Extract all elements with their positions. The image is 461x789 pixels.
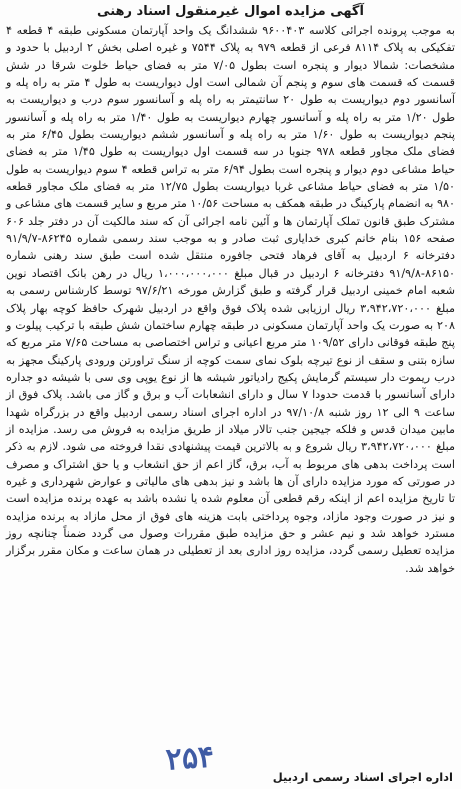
notice-title: آگهی مزایده اموال غیرمنقول اسناد رهنی — [97, 4, 364, 19]
notice-body-text: به موجب پرونده اجرائی کلاسه ۹۶۰۰۴۰۳ ششدانگ یک واحد آپارتمان مسکونی طبقه ۴ قطعه ۴ تفکیکی به پلاک ۸۱۱۴ فرعی از قطعه ۹۷۹ به پلاک ۷۵۴۴ و غیره اصلی بخش ۲ اردبیل با حدود و مشخصات: شمالا دیوار و پنجره است بطول ۷/۰۵ متر به فضای حیاط خلوت شرقا در شش قسمت که قسمت های سوم و پنجم آن شمالی است اول دیواریست به طول ۴ متر به راه پله و آسانسور دوم دیواریست به طول ۲۰ سانتیمتر به راه پله و آسانسور سوم درب و دیواریست به طول ۱/۲۰ متر به راه پله و آسانسور چهارم دیواریست به طول ۱/۴۰ متر به راه پله و آسانسور پنجم دیواریست به طول ۱/۶۰ متر به راه پله و آسانسور ششم دیواریست بطول ۶/۴۵ متر به فضای ملک مجاور قطعه ۹۷۸ جنوبا در سه قسمت اول دیواریست به طول ۱/۴۵ متر به فضای حیاط مشاعی دوم دیوار و پنجره است بطول ۶/۹۴ متر به تراس قطعه ۴ سوم دیواریست به طول ۱/۵۰ متر به فضای حیاط مشاعی غربا دیواریست بطول ۱۲/۷۵ متر به فضای ملک مجاور قطعه ۹۸۰ به انضمام پارکینگ در طبقه همکف به مساحت ۱۰/۵۶ متر مربع و سایر قسمت های مشاعی و مشترک طبق قانون تملک آپارتمان ها و آئین نامه اجرائی آن که سند مالکیت آن در دفتر جلد ۶۰۶ صفحه ۱۵۶ بنام خانم کبری خدایاری ثبت صادر و به موجب سند رسمی شماره ۸۶۲۴۵-۹۱/۹/۷ دفترخانه ۶ اردبیل به آقای فرهاد فتحی جافوره منتقل شده است طبق سند رهنی شماره ۸۶۱۵۰-۹۱/۹/۸ دفترخانه ۶ اردبیل در قبال مبلغ ۱،۰۰۰،۰۰۰،۰۰۰ ریال در رهن بانک اقتصاد نوین شعبه امام خمینی اردبیل قرار گرفته و طبق گزارش مورخه ۹۷/۶/۲۱ توسط کارشناس رسمی به مبلغ ۳،۹۴۲،۷۲۰،۰۰۰ ریال ارزیابی شده پلاک فوق واقع در اردبیل شهرک حافظ کوچه بهار پلاک ۲۰۸ به صورت یک واحد آپارتمان مسکونی در طبقه چهارم ساختمان شش طبقه با ترکیب پیلوت و پنج طبقه فوقانی دارای ۱۰۹/۵۲ متر مربع اعیانی و تراس اختصاصی به مساحت ۷/۶۵ متر مربع که سازه بتنی و سقف از نوع تیرچه بلوک نمای سمت کوچه از سنگ تراورتن ورودی پارکینگ مجهز به درب ریموت دار سیستم گرمایش پکیج رادیاتور شیشه ها از نوع یوپی وی سی با شیشه دو جداره دارای آسانسور با قدمت حدودا ۷ سال و دارای انشعابات آب و برق و گاز می باشد. پلاک فوق از ساعت ۹ الی ۱۲ روز شنبه ۹۷/۱۰/۸ در اداره اجرای اسناد رسمی اردبیل واقع در بزرگراه شهدا مابین میدان قدس و فلکه جیجین جنب تالار میلاد از طریق مزایده به فروش می رسد. مزایده از مبلغ ۳،۹۴۲،۷۲۰،۰۰۰ ریال شروع و به بالاترین قیمت پیشنهادی نقدا فروخته می شود. لازم به ذکر است پرداخت بدهی های مربوط به آب، برق، گاز اعم از حق انشعاب و یا حق اشتراک و مصرف در صورتی که مورد مزایده دارای آن ها باشد و نیز بدهی های مالیاتی و عوارض شهرداری و غیره تا تاریخ مزایده اعم از اینکه رقم قطعی آن معلوم شده یا نشده باشد به عهده برنده مزایده است و نیز در صورت وجود مازاد، وجوه پرداختی بابت هزینه های فوق از محل مازاد به برنده مزایده مسترد خواهد شد و نیم عشر و حق مزایده طبق مقررات وصول می گردد ضمناً چنانچه روز مزایده تعطیل رسمی گردد، مزایده روز اداری بعد از تعطیلی در همان ساعت و مکان مقرر برگزار خواهد شد. — [6, 24, 456, 575]
handwritten-stamp-number: ۲۵۴ — [164, 739, 216, 778]
issuing-office-signature: اداره اجرای اسناد رسمی اردبیل — [272, 770, 453, 784]
